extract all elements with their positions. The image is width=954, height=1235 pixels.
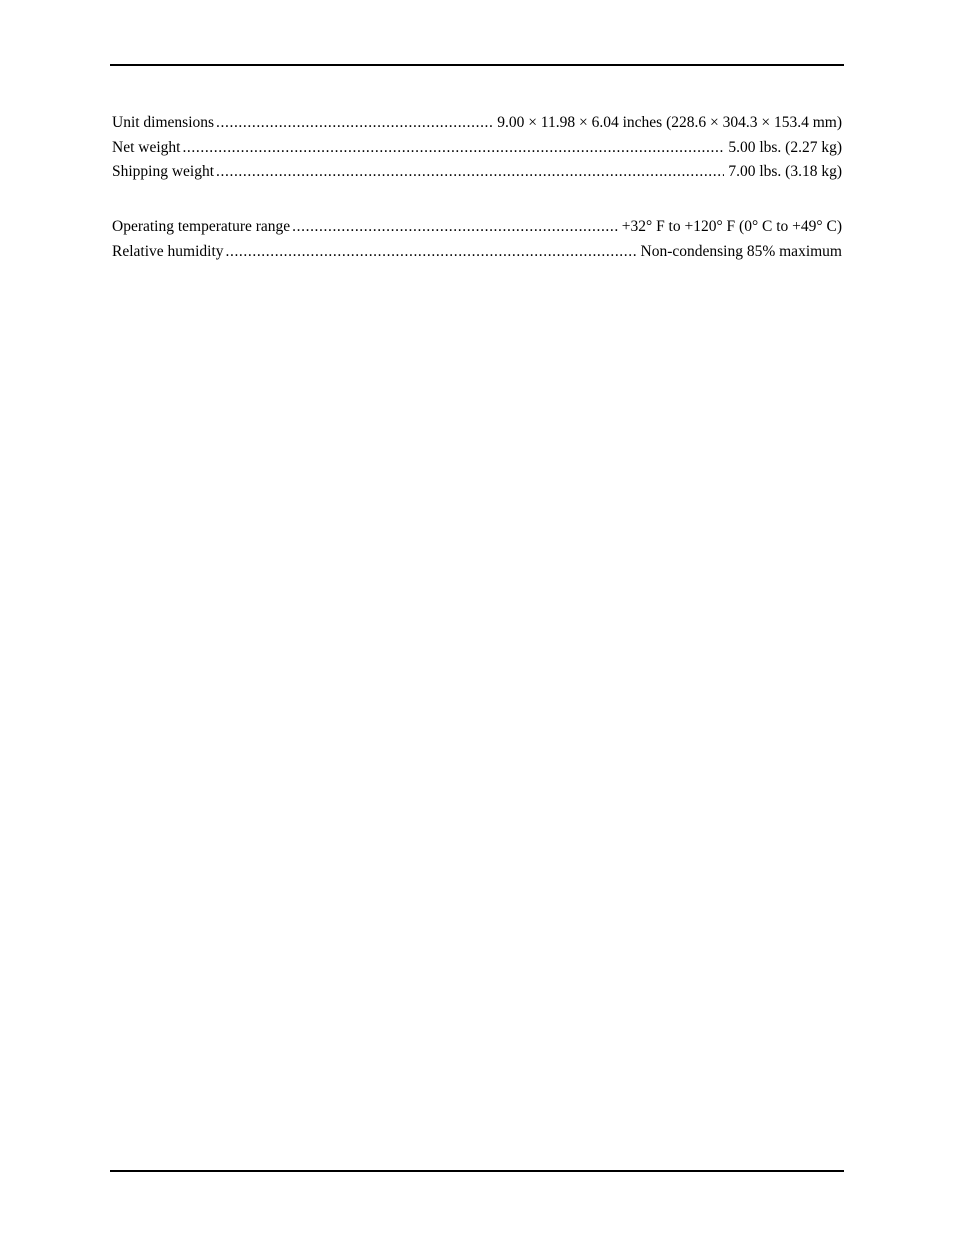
dot-leader bbox=[216, 111, 493, 136]
spec-row-net-weight bbox=[112, 136, 842, 161]
spec-value: 9.00 × 11.98 × 6.04 inches (228.6 × 304.3 × 153.4 mm) bbox=[497, 114, 842, 131]
dot-leader bbox=[216, 160, 724, 185]
footer-rule bbox=[110, 1170, 844, 1172]
spec-label: Shipping weight bbox=[112, 163, 215, 180]
spec-value: Non-condensing 85% maximum bbox=[640, 242, 842, 260]
environmental-specs-list bbox=[112, 215, 842, 264]
spec-label: Relative humidity bbox=[112, 242, 224, 260]
spec-row-shipping-weight bbox=[112, 160, 842, 185]
spec-row-relative-humidity bbox=[112, 240, 842, 265]
spec-value: 5.00 lbs. (2.27 kg) bbox=[728, 138, 842, 156]
spec-row-unit-dimensions bbox=[112, 111, 842, 136]
physical-specs-list bbox=[112, 111, 842, 185]
spec-label: Net weight bbox=[112, 138, 181, 156]
spec-value: 7.00 lbs. (3.18 kg) bbox=[728, 163, 842, 180]
spec-row-operating-temperature bbox=[112, 215, 842, 240]
dot-leader bbox=[226, 240, 637, 265]
dot-leader bbox=[182, 136, 724, 161]
dot-leader bbox=[292, 215, 618, 240]
spec-label: Operating temperature range bbox=[112, 218, 291, 235]
spec-label: Unit dimensions bbox=[112, 114, 215, 131]
header-rule bbox=[110, 64, 844, 66]
spec-value: +32° F to +120° F (0° C to +49° C) bbox=[621, 218, 842, 235]
